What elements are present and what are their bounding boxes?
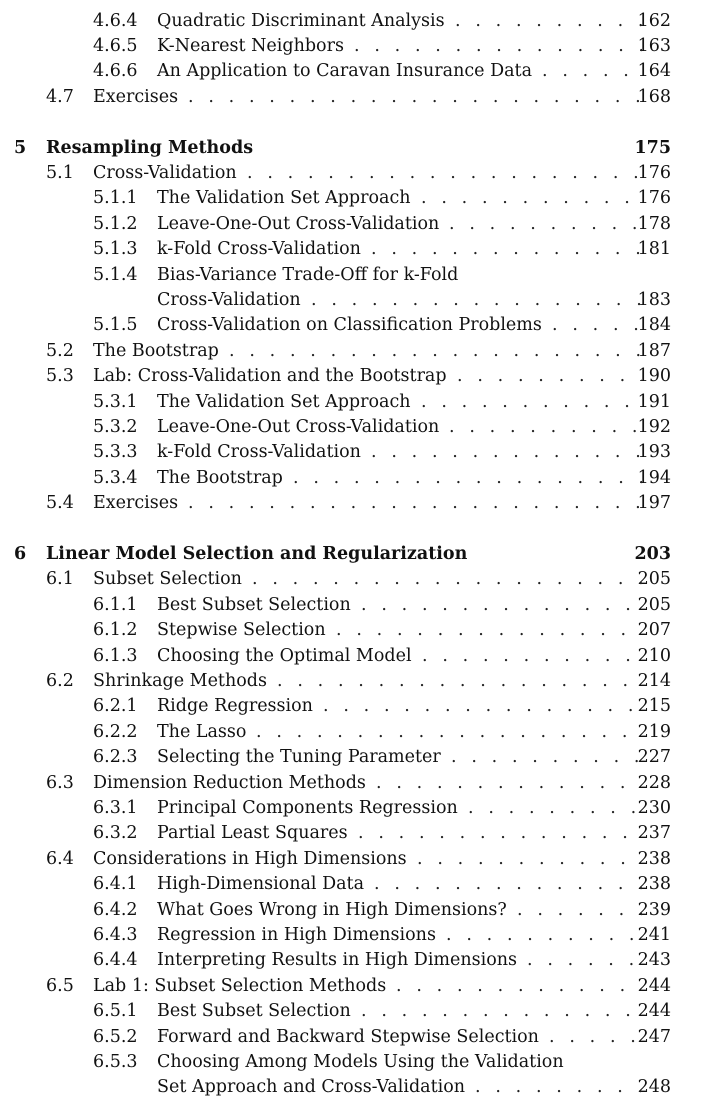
toc-entry-title: What Goes Wrong in High Dimensions? [157,899,507,920]
toc-entry-page: 227 [637,747,671,768]
dot-leader [361,999,642,1024]
toc-entry-page: 244 [637,1001,671,1022]
toc-entry-number: 6.1.3 [93,645,138,666]
toc-entry-number: 6.4 [46,848,74,869]
toc-entry[interactable] [0,1050,704,1075]
dot-leader [371,440,642,465]
dot-leader [422,644,642,669]
toc-entry-page: 237 [637,823,671,844]
dot-leader [421,186,642,211]
dot-leader [451,745,642,770]
toc-entry[interactable] [0,491,704,516]
toc-entry-title: Exercises [93,86,179,107]
toc-entry-title: Lab: Cross-Validation and the Bootstrap [93,366,447,387]
toc-entry-page: 178 [637,213,671,234]
toc-entry-page: 191 [637,391,671,412]
toc-entry-title: Shrinkage Methods [93,670,267,691]
toc-entry-number: 6.1.2 [93,620,138,641]
toc-entry-title: Bias-Variance Trade-Off for k-Fold [157,264,459,285]
toc-entry-number: 5.3.4 [93,467,138,488]
toc-entry-title: The Lasso [157,721,247,742]
toc-entry-page: 192 [637,416,671,437]
toc-entry-number: 6.4.2 [93,899,138,920]
toc-entry-page: 176 [637,162,671,183]
toc-entry-number: 6.5.1 [93,1001,138,1022]
toc-entry-page: 193 [637,442,671,463]
dot-leader [449,415,642,440]
dot-leader [527,948,642,973]
toc-entry-number: 5.4 [46,493,74,514]
toc-entry-number: 5.1 [46,162,74,183]
toc-entry-page: 181 [637,239,671,260]
toc-entry-title: The Bootstrap [93,340,219,361]
toc-entry-number: 6 [14,543,27,564]
toc-entry-page: 219 [637,721,671,742]
dot-leader [229,339,642,364]
toc-entry-page: 228 [637,772,671,793]
dot-leader [552,313,642,338]
toc-entry-page: 162 [637,10,671,31]
toc-entry-title: k-Fold Cross-Validation [157,442,361,463]
dot-leader [323,694,642,719]
toc-entry-title: Considerations in High Dimensions [93,848,407,869]
toc-entry[interactable] [0,186,704,211]
toc-entry-number: 6.2.3 [93,747,138,768]
toc-entry-title: Exercises [93,493,179,514]
toc-entry-page: 163 [637,35,671,56]
toc-entry-number: 6.3.1 [93,797,138,818]
toc-entry-title: Cross-Validation on Classification Problems [157,315,542,336]
dot-leader [468,796,642,821]
toc-entry-title: Subset Selection [93,569,242,590]
dot-leader [455,9,642,34]
toc-entry-title: Set Approach and Cross-Validation [157,1077,466,1098]
toc-entry[interactable] [0,999,704,1024]
toc-entry-title: k-Fold Cross-Validation [157,239,361,260]
toc-entry[interactable] [0,263,704,288]
toc-entry-title: High-Dimensional Data [157,874,365,895]
toc-entry-number: 5.2 [46,340,74,361]
toc-entry[interactable] [0,415,704,440]
toc-entry-title: Best Subset Selection [157,1001,351,1022]
toc-entry[interactable] [0,339,704,364]
toc-entry-number: 5.3.3 [93,442,138,463]
toc-entry[interactable] [0,694,704,719]
toc-entry[interactable] [0,847,704,872]
dot-leader [374,872,642,897]
toc-entry-title: Cross-Validation [93,162,237,183]
toc-entry[interactable] [0,212,704,237]
toc-entry-page: 248 [637,1077,671,1098]
toc-entry-number: 5 [14,137,27,158]
toc-entry[interactable] [0,440,704,465]
toc-entry[interactable] [0,923,704,948]
dot-leader [293,466,642,491]
toc-entry-number: 5.1.2 [93,213,138,234]
toc-entry-number: 6.4.1 [93,874,138,895]
toc-entry-title: Forward and Backward Stepwise Selection [157,1026,539,1047]
toc-entry-title: Interpreting Results in High Dimensions [157,950,518,971]
toc-entry[interactable] [0,898,704,923]
toc-entry-page: 238 [637,848,671,869]
dot-leader [247,161,642,186]
toc-entry-title: Principal Components Regression [157,797,458,818]
toc-entry[interactable] [0,974,704,999]
dot-leader [396,974,642,999]
toc-entry-page: 210 [637,645,671,666]
toc-entry-continuation[interactable] [0,288,704,313]
toc-entry-title: Quadratic Discriminant Analysis [157,10,445,31]
toc-entry-page: 244 [637,975,671,996]
toc-entry-number: 5.3.2 [93,416,138,437]
dot-leader [549,1025,642,1050]
dot-leader [188,491,642,516]
dot-leader [449,212,642,237]
toc-entry[interactable] [0,364,704,389]
toc-entry[interactable] [0,821,704,846]
toc-entry-title: Partial Least Squares [157,823,348,844]
toc-entry-title: The Validation Set Approach [157,391,411,412]
toc-entry-title: Choosing Among Models Using the Validation [157,1051,564,1072]
dot-leader [358,821,642,846]
toc-entry-title: Regression in High Dimensions [157,924,436,945]
toc-entry-page: 176 [637,188,671,209]
toc-entry-title: Selecting the Tuning Parameter [157,747,441,768]
dot-leader [256,720,642,745]
toc-entry-page: 214 [637,670,671,691]
toc-entry-page: 190 [637,366,671,387]
toc-entry-title: Lab 1: Subset Selection Methods [93,975,387,996]
toc-entry-title: Dimension Reduction Methods [93,772,366,793]
toc-entry-page: 194 [637,467,671,488]
toc-entry-number: 4.6.6 [93,61,138,82]
toc-entry-number: 6.1.1 [93,594,138,615]
toc-entry-number: 6.5.3 [93,1051,138,1072]
dot-leader [188,85,642,110]
toc-entry-title: Stepwise Selection [157,620,326,641]
toc-entry-number: 5.3.1 [93,391,138,412]
toc-entry-page: 238 [637,874,671,895]
toc-entry-title: Choosing the Optimal Model [157,645,412,666]
toc-entry-number: 6.4.3 [93,924,138,945]
toc-entry-number: 6.2.2 [93,721,138,742]
toc-entry-number: 6.5.2 [93,1026,138,1047]
toc-entry-page: 243 [637,950,671,971]
toc-entry[interactable] [0,85,704,110]
toc-entry[interactable] [0,34,704,59]
toc-entry-page: 230 [637,797,671,818]
toc-entry-number: 6.3.2 [93,823,138,844]
toc-entry-number: 6.1 [46,569,74,590]
toc-entry-title: Leave-One-Out Cross-Validation [157,416,440,437]
toc-entry-page: 184 [637,315,671,336]
toc-entry-title: Resampling Methods [46,137,254,158]
toc-entry-number: 4.6.4 [93,10,138,31]
toc-entry-number: 5.1.1 [93,188,138,209]
dot-leader [417,847,642,872]
toc-entry-page: 247 [637,1026,671,1047]
toc-entry[interactable] [0,771,704,796]
toc-entry-number: 6.4.4 [93,950,138,971]
toc-entry[interactable] [0,720,704,745]
toc-entry[interactable] [0,796,704,821]
toc-entry-page: 239 [637,899,671,920]
toc-entry-number: 6.5 [46,975,74,996]
toc-entry-number: 6.3 [46,772,74,793]
toc-entry-page: 207 [637,620,671,641]
toc-entry-title: Cross-Validation [157,289,301,310]
toc-entry[interactable] [0,948,704,973]
toc-entry-number: 6.2.1 [93,696,138,717]
toc-entry-page: 183 [637,289,671,310]
dot-leader [457,364,642,389]
toc-entry[interactable] [0,567,704,592]
toc-entry-title: Linear Model Selection and Regularization [46,543,468,564]
toc-entry-page: 175 [634,137,671,158]
toc-entry-page: 215 [637,696,671,717]
toc-entry[interactable] [0,872,704,897]
toc-entry-page: 241 [637,924,671,945]
toc-entry-number: 4.6.5 [93,35,138,56]
toc-entry-title: K-Nearest Neighbors [157,35,344,56]
toc-entry-page: 203 [634,543,671,564]
toc-entry-title: The Bootstrap [157,467,283,488]
toc-entry[interactable] [0,237,704,262]
dot-leader [336,618,642,643]
dot-leader [371,237,642,262]
dot-leader [376,771,642,796]
dot-leader [517,898,642,923]
toc-entry-title: Best Subset Selection [157,594,351,615]
toc-entry[interactable] [0,542,704,567]
toc-entry[interactable] [0,59,704,84]
toc-entry-page: 205 [637,594,671,615]
toc-entry-title: The Validation Set Approach [157,188,411,209]
toc-entry[interactable] [0,593,704,618]
toc-entry-page: 205 [637,569,671,590]
toc-entry-page: 187 [637,340,671,361]
dot-leader [354,34,642,59]
toc-entry-title: An Application to Caravan Insurance Data [157,61,533,82]
toc-entry[interactable] [0,644,704,669]
toc-entry[interactable] [0,9,704,34]
toc-entry-number: 5.1.4 [93,264,138,285]
toc-entry-number: 4.7 [46,86,74,107]
toc-entry[interactable] [0,466,704,491]
toc-entry[interactable] [0,390,704,415]
toc-entry[interactable] [0,161,704,186]
dot-leader [311,288,642,313]
dot-leader [421,390,642,415]
toc-entry-continuation[interactable] [0,1075,704,1100]
toc-entry[interactable] [0,669,704,694]
toc-entry-page: 197 [637,493,671,514]
toc-entry[interactable] [0,618,704,643]
toc-entry-number: 5.1.3 [93,239,138,260]
toc-entry[interactable] [0,1025,704,1050]
toc-entry-number: 6.2 [46,670,74,691]
toc-entry-page: 168 [637,86,671,107]
toc-entry[interactable] [0,745,704,770]
toc-entry-title: Leave-One-Out Cross-Validation [157,213,440,234]
dot-leader [252,567,642,592]
toc-entry-number: 5.1.5 [93,315,138,336]
toc-entry[interactable] [0,136,704,161]
toc-entry[interactable] [0,313,704,338]
toc-entry-number: 5.3 [46,366,74,387]
dot-leader [475,1075,642,1100]
dot-leader [542,59,642,84]
dot-leader [361,593,642,618]
toc-entry-title: Ridge Regression [157,696,313,717]
dot-leader [446,923,642,948]
toc-entry-page: 164 [637,61,671,82]
dot-leader [277,669,642,694]
